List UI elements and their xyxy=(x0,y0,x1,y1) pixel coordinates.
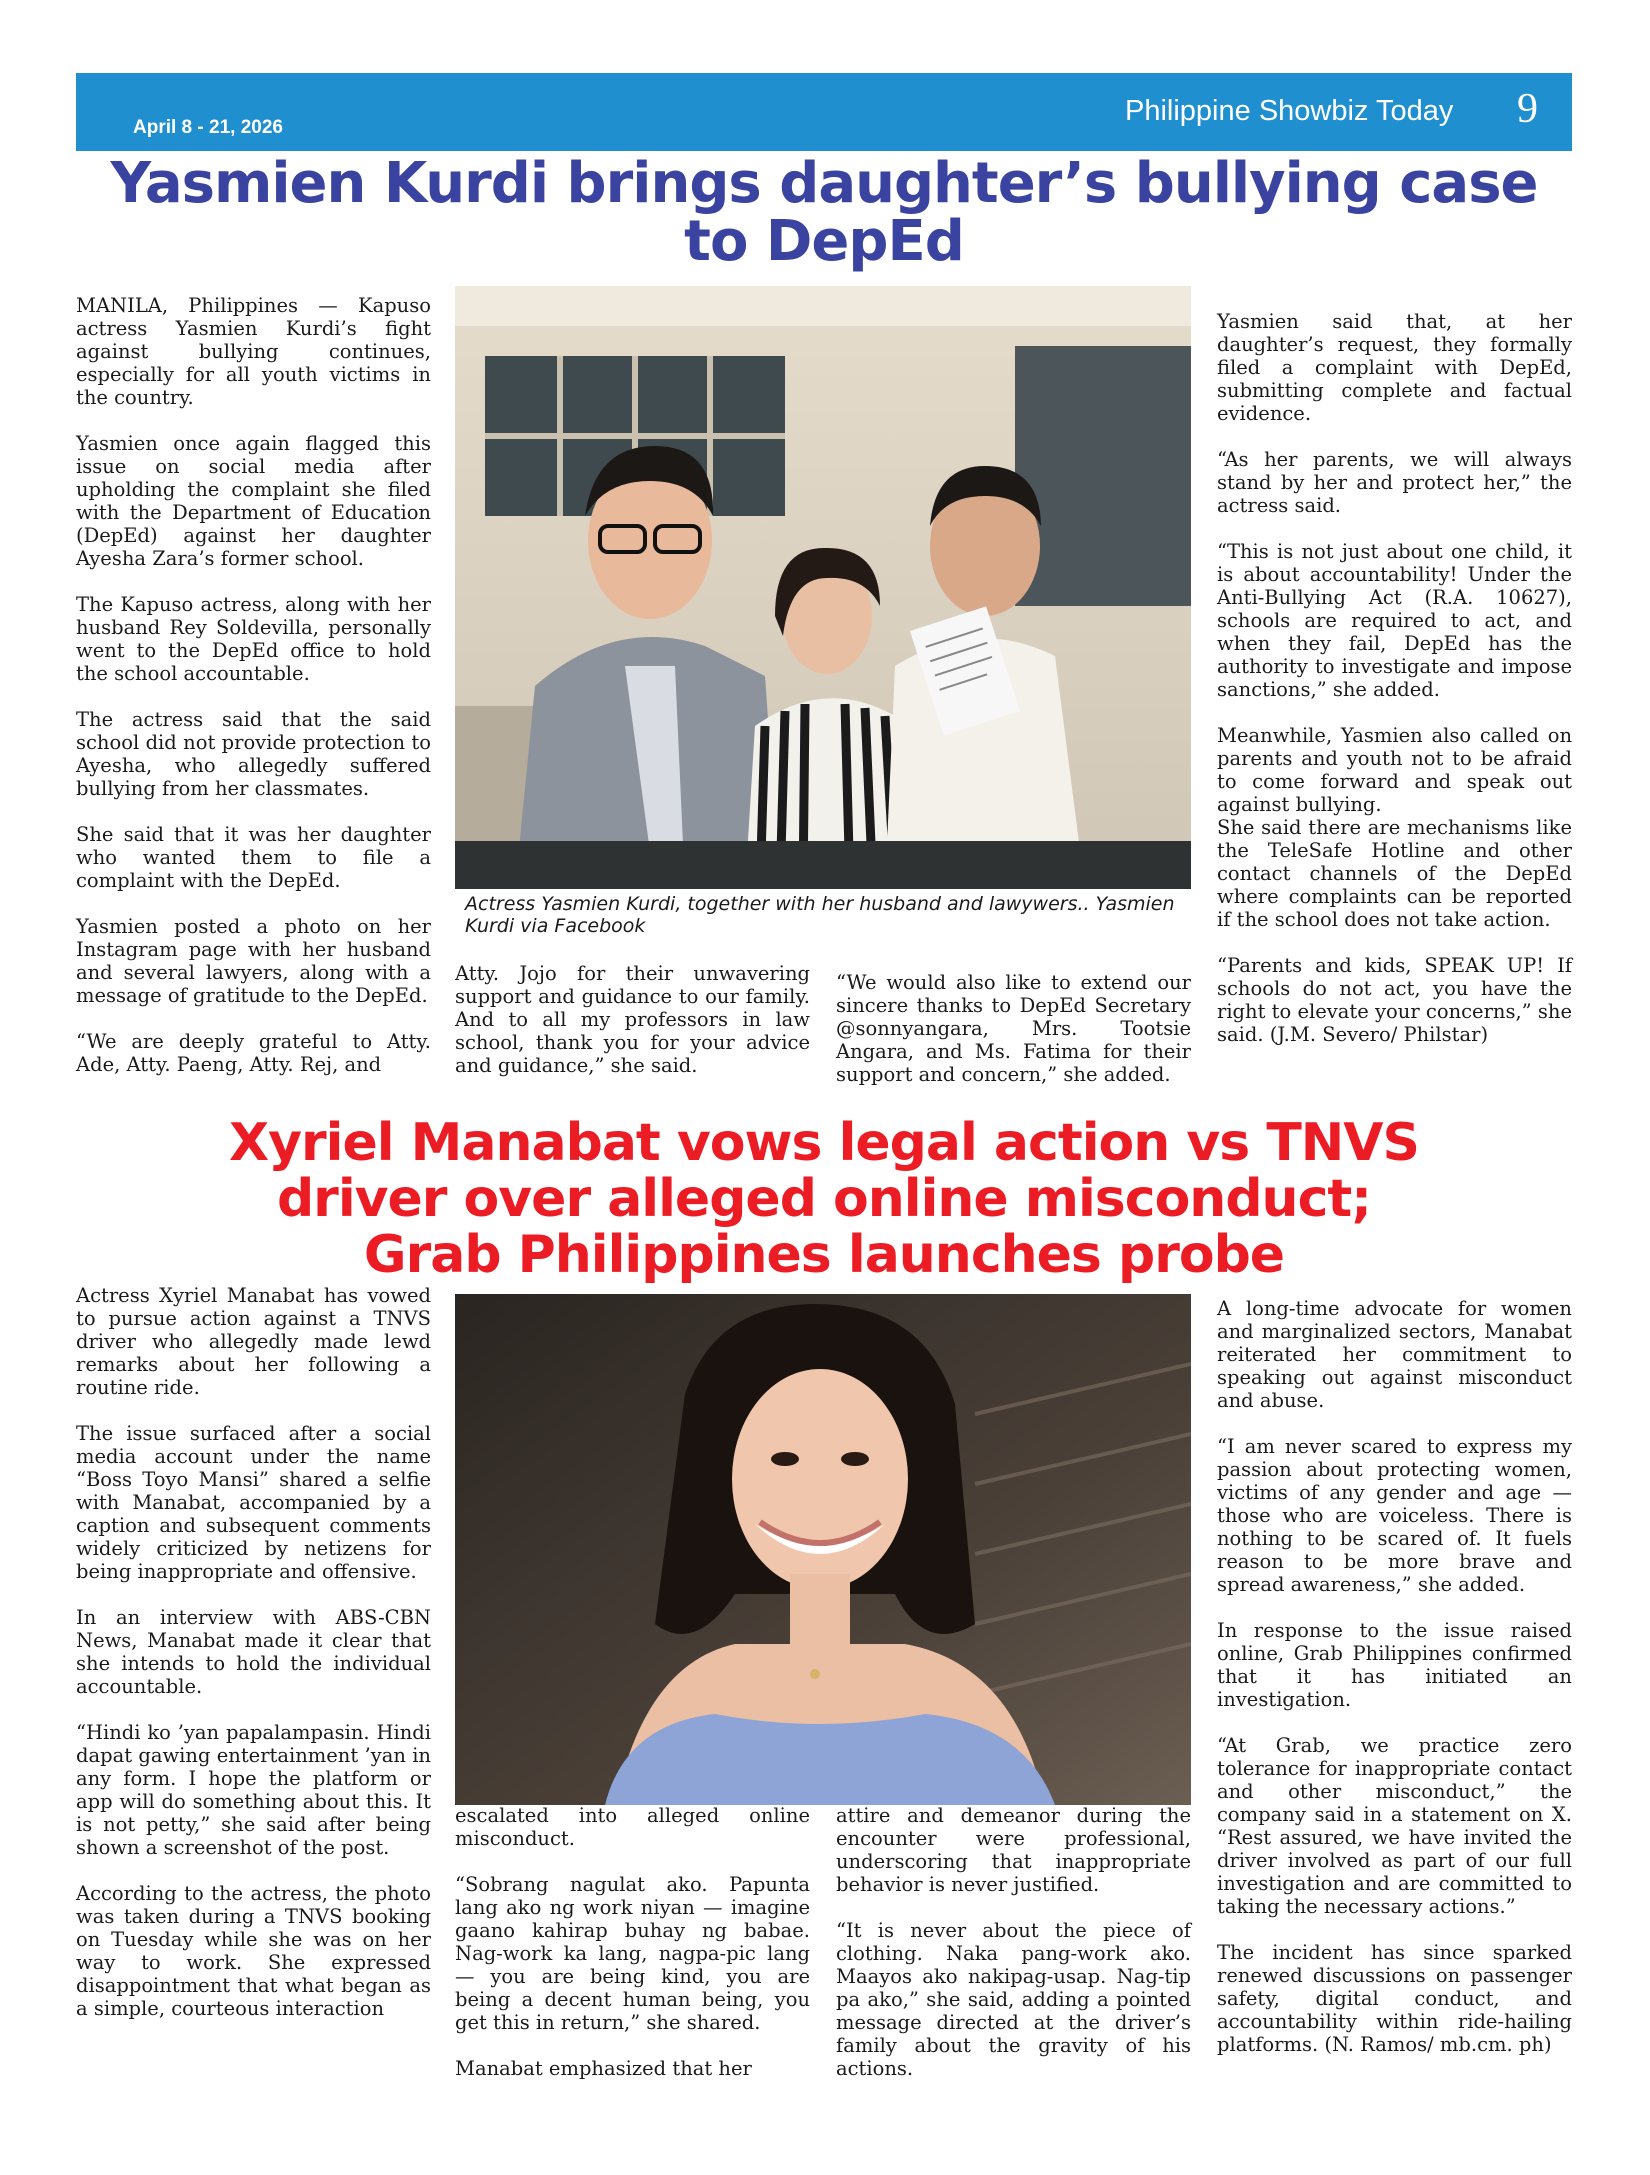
paragraph: “Parents and kids, SPEAK UP! If schools do not act, you have the right to elevate your concerns,” she said. (J.M. Severo/ Philstar) xyxy=(1217,954,1572,1046)
article1-column-3 xyxy=(836,971,1191,1086)
paragraph: MANILA, Philippines — Kapuso actress Yasmien Kurdi’s fight against bullying continues, especially for all youth victims in the country. xyxy=(76,294,431,409)
paragraph: The incident has since sparked renewed discussions on passenger safety, digital conduct, and accountability within ride-hailing platforms. (N. Ramos/ mb.cm. ph) xyxy=(1217,1941,1572,2056)
paragraph: escalated into alleged online misconduct. xyxy=(455,1804,810,1850)
paragraph: She said that it was her daughter who wanted them to file a complaint with the DepEd. xyxy=(76,823,431,892)
portrait-image xyxy=(455,1294,1191,1805)
paragraph: “I am never scared to express my passion about protecting women, victims of any gender and age — those who are voiceless. There is nothing to be scared of. It fuels reason to be more brave and spread awareness,” she added. xyxy=(1217,1435,1572,1596)
article2-column-4 xyxy=(1217,1297,1572,2056)
paragraph: In response to the issue raised online, Grab Philippines confirmed that it has initiated an investigation. xyxy=(1217,1619,1572,1711)
article1-column-4 xyxy=(1217,310,1572,1046)
article1-photo xyxy=(455,286,1191,889)
paragraph: Manabat emphasized that her xyxy=(455,2057,752,2080)
article1-column-2 xyxy=(455,962,810,1077)
paragraph: “It is never about the piece of clothing. Naka pang-work ako. Maayos ako nakipag-usap. Nag-tip pa ako,” she said, adding a pointed message directed at the driver’s family about the gravity of his actions. xyxy=(836,1919,1191,2080)
paragraph: The actress said that the said school did not provide protection to Ayesha, who allegedly suffered bullying from her classmates. xyxy=(76,708,431,800)
paragraph: attire and demeanor during the encounter were professional, underscoring that inappropriate behavior is never justified. xyxy=(836,1804,1191,1896)
paragraph: “At Grab, we practice zero tolerance for inappropriate contact and other misconduct,” the company said in a statement on X. “Rest assured, we have invited the driver involved as part of our full investigation and are committed to taking the necessary actions.” xyxy=(1217,1734,1572,1918)
group-portrait-image xyxy=(455,286,1191,889)
paragraph: Yasmien once again flagged this issue on social media after upholding the complaint she filed with the Department of Education (DepEd) against her daughter Ayesha Zara’s former school. xyxy=(76,432,431,570)
paragraph: According to the actress, the photo was taken during a TNVS booking on Tuesday while she was on her way to work. She expressed disappointment that what began as a simple, courteous interaction xyxy=(76,1882,431,2020)
page-number: 9 xyxy=(1517,86,1538,132)
paragraph: “Sobrang nagulat ako. Papunta lang ako ng work niyan — imagine gaano kahirap buhay ng babae. Nag-work ka lang, nagpa-pic lang — you are being kind, you are being a decent human being, you get this in return,” she shared. xyxy=(455,1873,810,2034)
paragraph: Actress Xyriel Manabat has vowed to pursue action against a TNVS driver who allegedly made lewd remarks about her following a routine ride. xyxy=(76,1284,431,1399)
article2-column-2 xyxy=(455,1804,810,2080)
paragraph: “Hindi ko ’yan papalampasin. Hindi dapat gawing entertainment ’yan in any form. I hope the platform or app will do something about this. It is not petty,” she said after being shown a screenshot of the post. xyxy=(76,1721,431,1859)
article1-photo-caption: Actress Yasmien Kurdi, together with her husband and lawywers.. Yasmien Kurdi via Facebook xyxy=(465,893,1175,937)
paragraph: A long-time advocate for women and marginalized sectors, Manabat reiterated her commitment to speaking out against misconduct and abuse. xyxy=(1217,1297,1572,1412)
paragraph: Atty. Jojo for their unwavering support and guidance to our family. And to all my professors in law school, thank you for your advice and guidance,” she said. xyxy=(455,962,810,1077)
paragraph: Yasmien said that, at her daughter’s request, they formally filed a complaint with DepEd, submitting complete and factual evidence. xyxy=(1217,310,1572,425)
paragraph: “We would also like to extend our sincere thanks to DepEd Secretary @sonnyangara, Mrs. Tootsie Angara, and Ms. Fatima for their support and concern,” she added. xyxy=(836,971,1191,1086)
paragraph: “As her parents, we will always stand by her and protect her,” the actress said. xyxy=(1217,448,1572,517)
paragraph: In an interview with ABS-CBN News, Manabat made it clear that she intends to hold the individual accountable. xyxy=(76,1606,431,1698)
article2-headline xyxy=(76,1115,1572,1283)
article1-headline: Yasmien Kurdi brings daughter’s bullying case to DepEd xyxy=(110,151,1538,274)
article2-headline-line-2: driver over alleged online misconduct; xyxy=(276,1169,1372,1229)
issue-date: April 8 - 21, 2026 xyxy=(133,117,283,138)
article1-column-1 xyxy=(76,294,431,1076)
article2-column-1 xyxy=(76,1284,431,2020)
paragraph: The Kapuso actress, along with her husband Rey Soldevilla, personally went to the DepEd office to hold the school accountable. xyxy=(76,593,431,685)
article2-headline-line-1: Xyriel Manabat vows legal action vs TNVS xyxy=(229,1113,1419,1173)
paragraph: “We are deeply grateful to Atty. Ade, Atty. Paeng, Atty. Rej, and xyxy=(76,1030,431,1076)
paragraph: Yasmien posted a photo on her Instagram page with her husband and several lawyers, along with a message of gratitude to the DepEd. xyxy=(76,915,431,1007)
article2-column-3 xyxy=(836,1804,1191,2080)
paragraph: The issue surfaced after a social media account under the name “Boss Toyo Mansi” shared a selfie with Manabat, accompanied by a caption and subsequent comments widely criticized by netizens for being inappropriate and offensive. xyxy=(76,1422,431,1583)
paragraph: Meanwhile, Yasmien also called on parents and youth not to be afraid to come forward and speak out against bullying. She said there are mechanisms like the TeleSafe Hotline and other contact channels of the DepEd where complaints can be reported if the school does not take action. xyxy=(1217,724,1572,931)
article2-headline-line-3: Grab Philippines launches probe xyxy=(363,1225,1285,1285)
paragraph: “This is not just about one child, it is about accountability! Under the Anti-Bullying Act (R.A. 10627), schools are required to act, and when they fail, DepEd has the authority to investigate and impose sanctions,” she added. xyxy=(1217,540,1572,701)
article2-photo xyxy=(455,1294,1191,1805)
publication-name: Philippine Showbiz Today xyxy=(1125,95,1454,127)
